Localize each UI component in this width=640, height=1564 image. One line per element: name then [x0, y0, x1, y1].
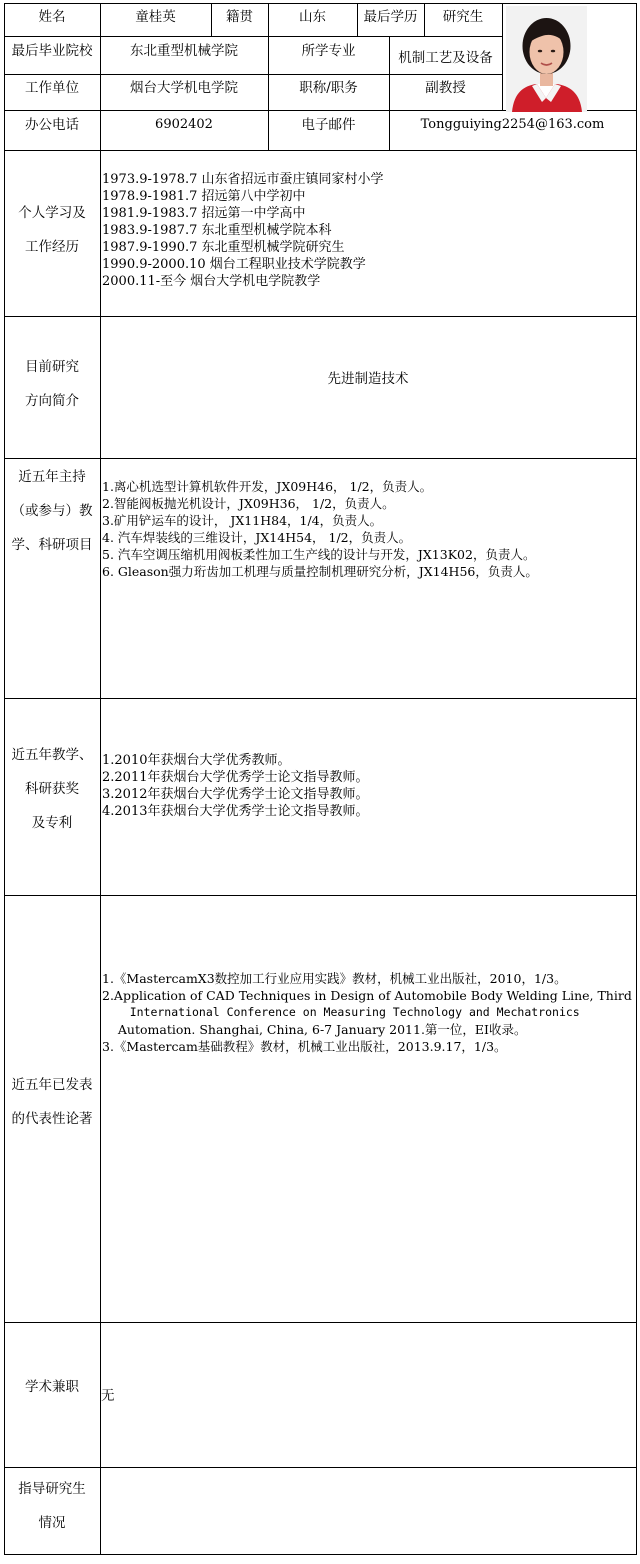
employer-label: 工作单位 [25, 80, 79, 96]
projects-label-line: （或参与）教 [11, 503, 93, 519]
name-label: 姓名 [38, 9, 66, 25]
publication-item: 1.《MastercamX3数控加工行业应用实践》教材，机械工业出版社，2010，1/3。 [102, 971, 567, 986]
publication-item-cont: International Conference on Measuring Technology and Mechatronics [102, 1005, 580, 1019]
publications-label-line: 的代表性论著 [11, 1111, 93, 1127]
experience-item: 2000.11-至今 烟台大学机电学院教学 [102, 274, 321, 289]
portrait-image [506, 6, 587, 112]
experience-label-line: 工作经历 [25, 239, 79, 255]
research-label-line: 目前研究 [25, 359, 79, 375]
students-label-line: 指导研究生 [18, 1481, 86, 1497]
projects-label-line: 学、科研项目 [11, 537, 93, 553]
name-value: 童桂英 [135, 9, 176, 25]
experience-item: 1978.9-1981.7 招远第八中学初中 [102, 189, 306, 204]
publications-label-line: 近五年已发表 [11, 1077, 93, 1093]
email-value: Tongguiying2254@163.com [420, 117, 605, 132]
experience-item: 1987.9-1990.7 东北重型机械学院研究生 [102, 240, 345, 255]
awards-label-line: 科研获奖 [25, 781, 79, 797]
publications-list [102, 970, 632, 1055]
award-item: 1.2010年获烟台大学优秀教师。 [102, 753, 291, 768]
project-item: 6. Gleason强力珩齿加工机理与质量控制机理研究分析，JX14H56，负责人。 [102, 564, 538, 579]
major-value: 机制工艺及设备 [398, 50, 493, 66]
experience-list [102, 171, 384, 290]
research-label-line: 方向简介 [25, 393, 79, 409]
publication-item: 2.Application of CAD Techniques in Design of Automobile Body Welding Line, Third [102, 988, 632, 1003]
projects-list [102, 478, 538, 580]
degree-label: 最后学历 [363, 9, 418, 25]
publications-label [4, 1068, 100, 1136]
award-item: 4.2013年获烟台大学优秀学士论文指导教师。 [102, 804, 369, 819]
project-item: 1.离心机选型计算机软件开发，JX09H46， 1/2，负责人。 [102, 479, 433, 494]
origin-label: 籍贯 [226, 9, 253, 25]
school-value: 东北重型机械学院 [130, 43, 238, 59]
students-label [4, 1472, 100, 1540]
publication-item: 3.《Mastercam基础教程》教材，机械工业出版社，2013.9.17，1/3。 [102, 1039, 507, 1054]
experience-label-line: 个人学习及 [18, 205, 86, 221]
projects-label-line: 近五年主持 [18, 469, 86, 485]
academic-label: 学术兼职 [25, 1379, 79, 1395]
project-item: 2.智能阀板抛光机设计，JX09H36， 1/2，负责人。 [102, 496, 395, 511]
experience-item: 1981.9-1983.7 招远第一中学高中 [102, 206, 306, 221]
project-item: 3.矿用铲运车的设计， JX11H84，1/4，负责人。 [102, 513, 383, 528]
students-label-line: 情况 [38, 1515, 66, 1531]
awards-label [4, 738, 100, 840]
experience-item: 1983.9-1987.7 东北重型机械学院本科 [102, 223, 332, 238]
degree-value: 研究生 [442, 9, 484, 25]
portrait-photo [506, 6, 587, 112]
email-label: 电子邮件 [301, 117, 356, 133]
research-content: 先进制造技术 [327, 371, 409, 387]
major-label: 所学专业 [301, 43, 356, 59]
award-item: 3.2012年获烟台大学优秀学士论文指导教师。 [102, 787, 369, 802]
employer-value: 烟台大学机电学院 [130, 80, 238, 96]
experience-item: 1990.9-2000.10 烟台工程职业技术学院教学 [102, 257, 366, 272]
phone-value: 6902402 [155, 117, 213, 132]
experience-label [4, 196, 100, 264]
publication-item-cont: Automation. Shanghai, China, 6-7 January 2011.第一位，EI收录。 [102, 1022, 527, 1037]
project-item: 5. 汽车空调压缩机用阀板柔性加工生产线的设计与开发，JX13K02，负责人。 [102, 547, 536, 562]
school-label: 最后毕业院校 [11, 43, 93, 59]
awards-label-line: 近五年教学、 [11, 747, 93, 763]
projects-label [4, 460, 100, 562]
origin-value: 山东 [299, 9, 326, 25]
title-value: 副教授 [425, 80, 466, 96]
awards-list [102, 752, 369, 820]
title-label: 职称/职务 [299, 80, 358, 96]
award-item: 2.2011年获烟台大学优秀学士论文指导教师。 [102, 770, 369, 785]
research-label [4, 350, 100, 418]
phone-label: 办公电话 [25, 117, 79, 133]
academic-content: 无 [101, 1388, 115, 1404]
awards-label-line: 及专利 [31, 815, 73, 831]
project-item: 4. 汽车焊装线的三维设计，JX14H54， 1/2，负责人。 [102, 530, 412, 545]
experience-item: 1973.9-1978.7 山东省招远市蚕庄镇同家村小学 [102, 172, 384, 187]
